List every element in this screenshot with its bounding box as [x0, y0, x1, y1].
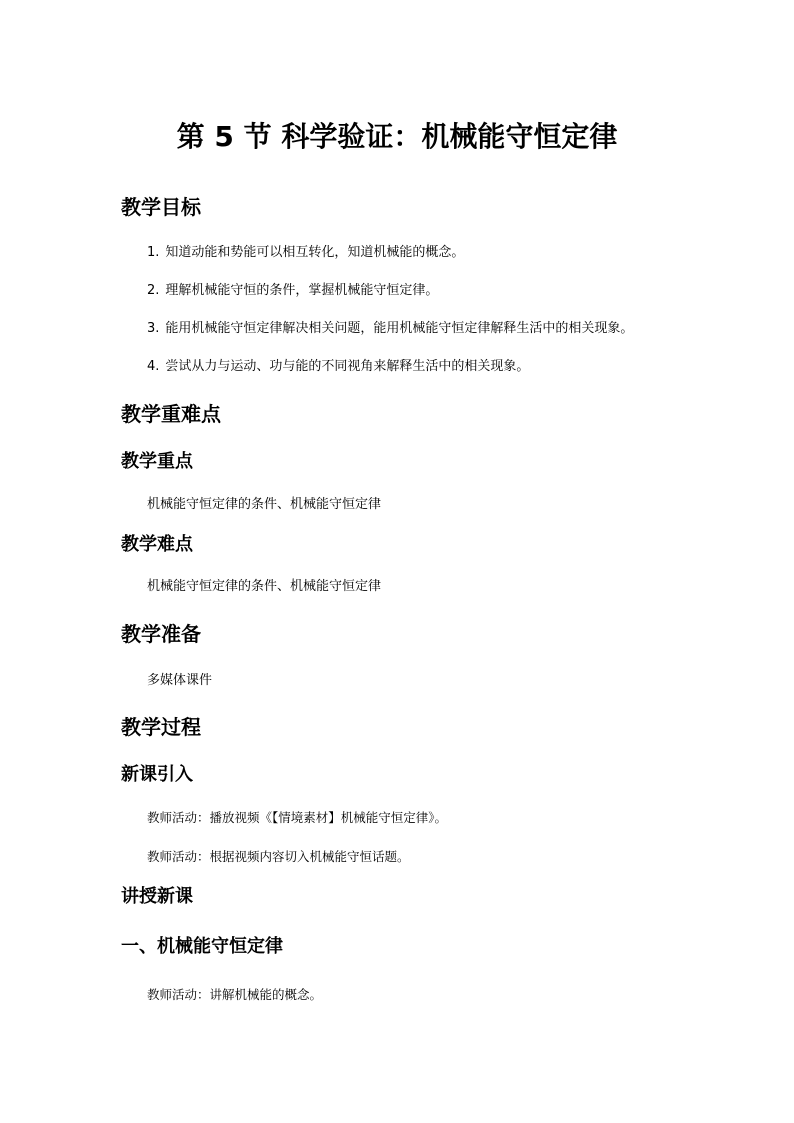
- subheading-intro: 新课引入: [121, 764, 193, 785]
- section-heading-key-points: 教学重难点: [121, 402, 221, 426]
- objective-text: 知道动能和势能可以相互转化，知道机械能的概念。: [165, 245, 465, 260]
- subheading-section-1: 一、机械能守恒定律: [121, 936, 283, 957]
- objective-number: 1.: [147, 245, 160, 260]
- objective-item: [147, 357, 529, 377]
- subheading-difficulty: 教学难点: [121, 534, 193, 555]
- teacher-activity: 教师活动：根据视频内容切入机械能守恒话题。: [147, 849, 410, 864]
- objective-text: 尝试从力与运动、功与能的不同视角来解释生活中的相关现象。: [165, 359, 530, 374]
- section-heading-objectives: 教学目标: [121, 195, 201, 219]
- objective-item: [147, 243, 464, 263]
- objective-number: 3.: [147, 321, 160, 336]
- subheading-new-lesson: 讲授新课: [121, 886, 193, 907]
- objective-item: [147, 281, 438, 301]
- teacher-activity: 教师活动：播放视频《【情境素材】机械能守恒定律》。: [147, 810, 448, 825]
- section-heading-process: 教学过程: [121, 715, 201, 739]
- teacher-activity: 教师活动：讲解机械能的概念。: [147, 987, 323, 1002]
- page-title: 第 5 节 科学验证：机械能守恒定律: [176, 120, 618, 153]
- objective-item: [147, 319, 633, 339]
- objective-text: 能用机械能守恒定律解决相关问题，能用机械能守恒定律解释生活中的相关现象。: [165, 321, 634, 336]
- section-heading-preparation: 教学准备: [121, 622, 201, 646]
- objective-text: 理解机械能守恒的条件，掌握机械能守恒定律。: [165, 283, 439, 298]
- preparation-text: 多媒体课件: [147, 673, 213, 688]
- objective-number: 4.: [147, 359, 160, 374]
- objective-number: 2.: [147, 283, 160, 298]
- focus-text: 机械能守恒定律的条件、机械能守恒定律: [147, 497, 382, 512]
- difficulty-text: 机械能守恒定律的条件、机械能守恒定律: [147, 579, 382, 594]
- subheading-focus: 教学重点: [121, 451, 193, 472]
